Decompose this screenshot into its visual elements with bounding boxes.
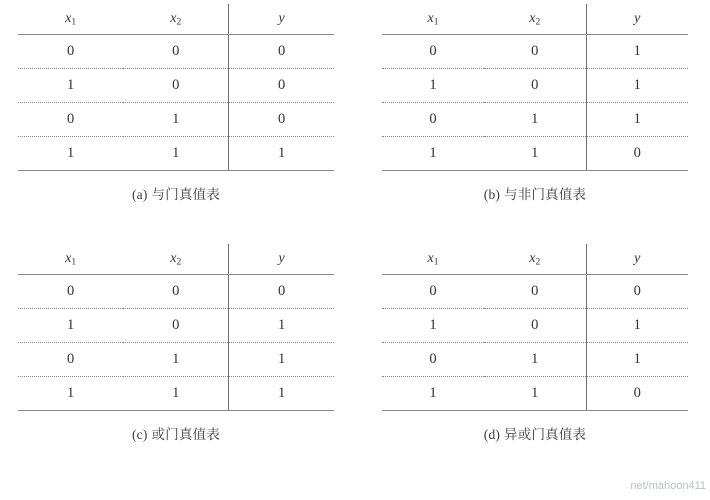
cell-y: 1 [586,343,688,377]
cell-x2: 1 [484,137,586,171]
cell-y: 0 [586,377,688,411]
cell-x2: 0 [484,275,586,309]
cell-y: 0 [586,275,688,309]
column-header-x1: $x_1$ [382,244,484,275]
cell-y: 0 [229,69,334,103]
cell-y: 0 [229,103,334,137]
truth-table-b [382,4,688,171]
column-header-x2: $x_2$ [484,244,586,275]
cell-x1: 0 [382,275,484,309]
table-header-row [382,4,688,35]
cell-x1: 1 [382,137,484,171]
cell-x2: 0 [123,309,228,343]
caption-text: 与非门真值表 [504,187,587,202]
caption-index: (c) [131,427,148,442]
cell-x2: 1 [484,377,586,411]
column-header-x2: $x_2$ [484,4,586,35]
truth-table-c [18,244,334,411]
table-row [18,69,334,103]
cell-x2: 1 [484,343,586,377]
caption-index: (a) [131,187,148,202]
table-row [382,275,688,309]
truth-table-block-c [18,244,334,443]
cell-y: 1 [229,309,334,343]
cell-x2: 0 [123,275,228,309]
cell-y: 1 [586,35,688,69]
cell-x2: 0 [484,35,586,69]
table-row [18,137,334,171]
cell-x1: 1 [382,309,484,343]
table-row [382,35,688,69]
column-header-x2: $x_2$ [123,244,228,275]
table-row [382,377,688,411]
caption-text: 异或门真值表 [504,427,587,442]
cell-x1: 0 [18,103,123,137]
column-header-x1: $x_1$ [18,244,123,275]
caption-c [18,423,334,443]
caption-index: (d) [483,427,501,442]
truth-table-block-a [18,4,334,203]
table-row [18,343,334,377]
cell-x2: 0 [484,309,586,343]
cell-y: 0 [586,137,688,171]
cell-x1: 1 [18,69,123,103]
cell-y: 1 [586,309,688,343]
truth-table-d [382,244,688,411]
cell-x1: 1 [18,377,123,411]
cell-y: 0 [229,35,334,69]
column-header-x1: $x_1$ [382,4,484,35]
table-row [382,103,688,137]
cell-x2: 1 [123,103,228,137]
watermark-text: net/mahoon411 [630,480,706,492]
cell-x1: 0 [382,343,484,377]
table-row [382,343,688,377]
cell-x1: 0 [18,275,123,309]
table-row [18,309,334,343]
cell-x1: 0 [382,103,484,137]
cell-x1: 0 [18,35,123,69]
column-header-x2: $x_2$ [123,4,228,35]
cell-x2: 1 [484,103,586,137]
cell-y: 1 [586,69,688,103]
table-row [18,103,334,137]
cell-x1: 1 [382,69,484,103]
table-row [382,309,688,343]
caption-d [382,423,688,443]
caption-a [18,183,334,203]
caption-text: 与门真值表 [151,187,221,202]
cell-x1: 0 [18,343,123,377]
table-header-row [18,4,334,35]
cell-x1: 0 [382,35,484,69]
cell-x2: 1 [123,377,228,411]
caption-text: 或门真值表 [151,427,221,442]
cell-y: 0 [229,275,334,309]
cell-x1: 1 [18,137,123,171]
column-header-y: y [229,4,334,35]
table-row [18,35,334,69]
table-row [382,69,688,103]
column-header-x1: $x_1$ [18,4,123,35]
truth-table-a [18,4,334,171]
cell-y: 1 [586,103,688,137]
table-header-row [382,244,688,275]
table-row [18,275,334,309]
cell-y: 1 [229,343,334,377]
cell-x2: 1 [123,343,228,377]
cell-x2: 1 [123,137,228,171]
column-header-y: y [586,244,688,275]
table-row [18,377,334,411]
column-header-y: y [586,4,688,35]
caption-index: (b) [483,187,501,202]
column-header-y: y [229,244,334,275]
cell-x2: 0 [123,35,228,69]
cell-x2: 0 [123,69,228,103]
cell-y: 1 [229,377,334,411]
caption-b [382,183,688,203]
truth-table-block-d [382,244,688,443]
table-header-row [18,244,334,275]
cell-x1: 1 [18,309,123,343]
cell-y: 1 [229,137,334,171]
cell-x1: 1 [382,377,484,411]
cell-x2: 0 [484,69,586,103]
table-row [382,137,688,171]
truth-table-block-b [382,4,688,203]
